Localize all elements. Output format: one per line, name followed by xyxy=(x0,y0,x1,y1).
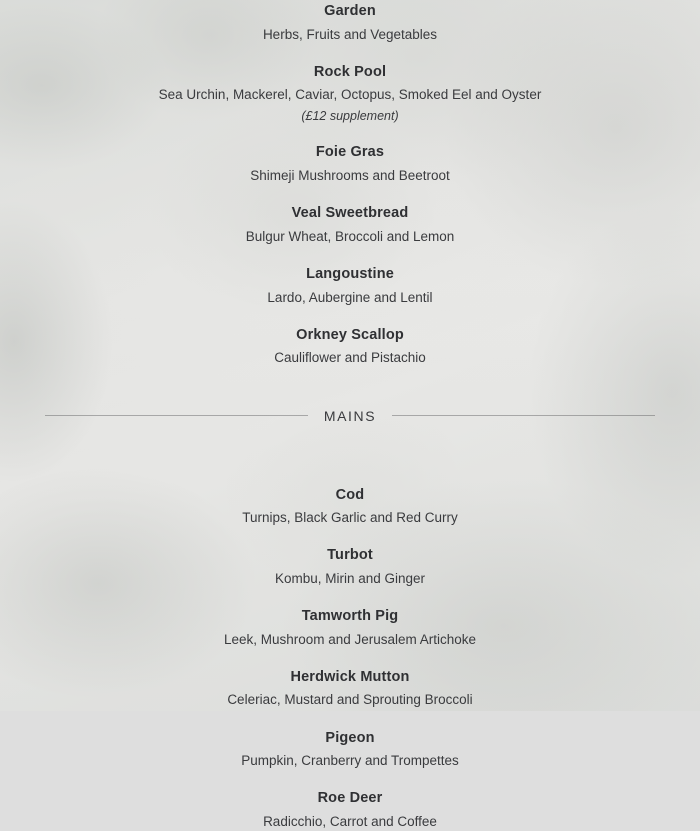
menu-item xyxy=(0,668,700,710)
menu-item xyxy=(0,265,700,307)
spacer xyxy=(0,710,700,729)
spacer xyxy=(0,185,700,204)
dish-name: Tamworth Pig xyxy=(301,608,399,625)
dish-name: Roe Deer xyxy=(317,790,383,807)
dish-description: Celeriac, Mustard and Sprouting Broccoli xyxy=(227,692,473,708)
spacer xyxy=(0,307,700,326)
dish-name: Langoustine xyxy=(306,266,394,282)
spacer xyxy=(0,770,700,789)
dish-description: Shimeji Mushrooms and Beetroot xyxy=(250,168,450,183)
dish-description: Herbs, Fruits and Vegetables xyxy=(262,26,438,42)
dish-name: Cod xyxy=(335,486,365,503)
dish-name: Turbot xyxy=(327,547,373,564)
menu-item xyxy=(0,486,700,528)
dish-name: Herdwick Mutton xyxy=(290,668,410,685)
dish-description: Pumpkin, Cranberry and Trompettes xyxy=(241,753,459,769)
dish-supplement-note: (£12 supplement) xyxy=(301,108,399,123)
mains-section xyxy=(0,486,700,831)
spacer xyxy=(0,246,700,265)
spacer xyxy=(0,44,700,63)
spacer xyxy=(0,527,700,546)
dish-name: Orkney Scallop xyxy=(296,326,404,343)
starters-section xyxy=(0,2,700,368)
dish-description: Turnips, Black Garlic and Red Curry xyxy=(242,510,458,526)
menu-item xyxy=(0,2,700,44)
spacer xyxy=(0,434,700,486)
dish-description: Kombu, Mirin and Ginger xyxy=(274,570,426,586)
divider-rule-left xyxy=(45,415,308,416)
spacer xyxy=(0,649,700,668)
dish-description: Cauliflower and Pistachio xyxy=(274,350,426,366)
dish-description: Sea Urchin, Mackerel, Caviar, Octopus, Smoked Eel and Oyster xyxy=(158,87,542,103)
dish-name: Veal Sweetbread xyxy=(291,205,409,222)
menu-item xyxy=(0,789,700,831)
dish-name: Pigeon xyxy=(325,729,375,746)
dish-description: Radicchio, Carrot and Coffee xyxy=(263,814,437,830)
menu-item xyxy=(0,63,700,125)
section-heading-mains: MAINS xyxy=(323,407,377,424)
mains-section-divider xyxy=(45,368,655,434)
spacer xyxy=(0,124,700,143)
menu-item xyxy=(0,326,700,368)
dish-name: Garden xyxy=(324,3,376,19)
menu-item xyxy=(0,204,700,246)
dish-description: Lardo, Aubergine and Lentil xyxy=(267,289,433,305)
spacer xyxy=(0,588,700,607)
divider-rule-right xyxy=(392,415,655,416)
menu-item xyxy=(0,143,700,185)
menu-item xyxy=(0,729,700,771)
menu-item xyxy=(0,607,700,649)
dish-name: Rock Pool xyxy=(313,63,387,80)
dish-description: Leek, Mushroom and Jerusalem Artichoke xyxy=(223,631,477,647)
dish-description: Bulgur Wheat, Broccoli and Lemon xyxy=(245,228,455,244)
dish-name: Foie Gras xyxy=(315,144,385,161)
menu-item xyxy=(0,546,700,588)
